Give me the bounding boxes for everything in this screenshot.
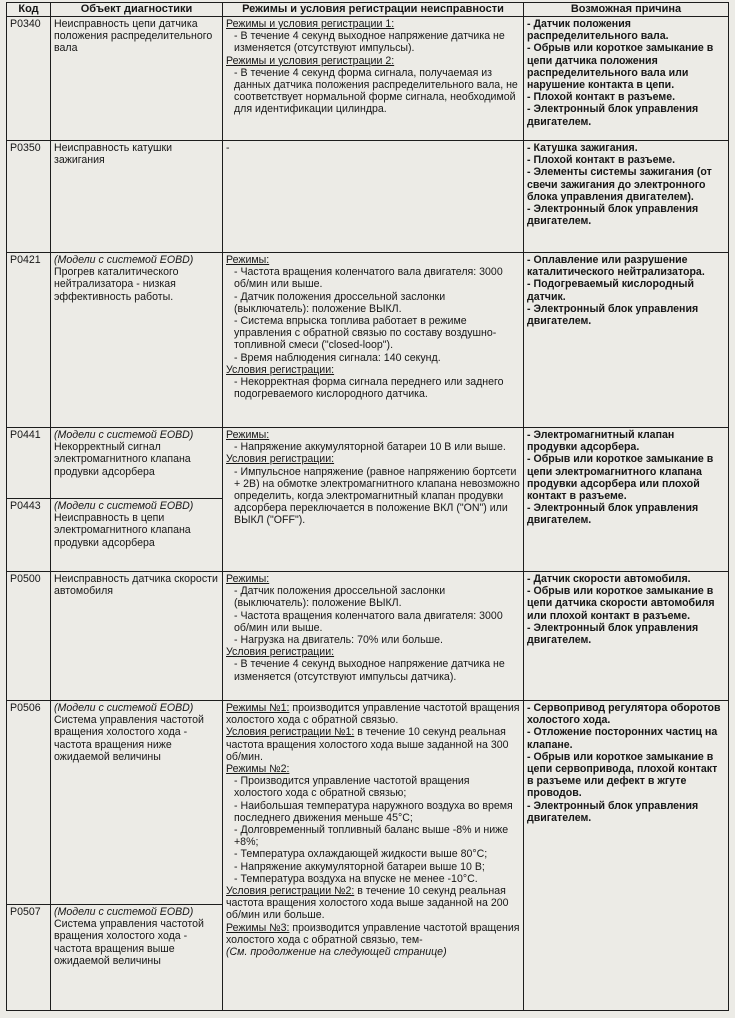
- header-cause: Возможная причина: [524, 3, 729, 17]
- cause-cell: [524, 701, 729, 1011]
- condition-text: - Производится управление частотой вращения холостого хода с обратной связью;: [234, 775, 470, 800]
- conditions-cell: [223, 141, 524, 253]
- condition-text: производится управление частотой вращения холостого хода с обратной связью.: [226, 702, 520, 727]
- table-header-row: [7, 3, 729, 17]
- condition-heading: [226, 702, 520, 726]
- table-row: [7, 572, 729, 701]
- condition-heading: [226, 429, 520, 441]
- diagnostic-object: [51, 701, 223, 905]
- object-text: Неисправность в цепи электромагнитного клапана продувки адсорбера: [54, 512, 191, 549]
- condition-item: [226, 441, 520, 453]
- condition-item: [226, 266, 520, 290]
- condition-text: - В течение 4 секунд выходное напряжение датчика не изменяется (отсутствуют импульсы).: [234, 30, 505, 55]
- condition-item: [226, 610, 520, 634]
- condition-text: - Температура охлаждающей жидкости выше 80°С;: [234, 848, 488, 861]
- condition-text: - Импульсное напряжение (равное напряжению бортсети + 2В) на обмотке электромагнитного клапана невозможно определить, когда электромагнитный клапан продувки адсорбера переключается в положение ВКЛ ("ON") или ВЫКЛ ("OFF").: [234, 465, 520, 527]
- cause-item: - Электромагнитный клапан продувки адсорбера.: [527, 429, 675, 454]
- condition-text: - Напряжение аккумуляторной батареи выше 10 В;: [234, 860, 485, 873]
- object-italic-text: (Модели с системой EOBD): [54, 254, 194, 266]
- condition-text: в течение 10 секунд реальная частота вращения холостого хода выше заданной на 200 об/мин или больше.: [226, 885, 509, 922]
- conditions-cell: [223, 572, 524, 701]
- condition-item: [226, 634, 520, 646]
- condition-item: [226, 30, 520, 54]
- condition-heading-text: Режимы:: [226, 573, 270, 585]
- table-row: [7, 701, 729, 905]
- table-row: [7, 428, 729, 499]
- condition-text: - Температура воздуха на впуске не менее -10°С.: [234, 872, 478, 885]
- cause-item: - Подогреваемый кислородный датчик.: [527, 278, 694, 303]
- condition-heading-text: Режимы:: [226, 254, 270, 266]
- diagnostic-object: [51, 141, 223, 253]
- object-italic-text: (Модели с системой EOBD): [54, 702, 194, 714]
- condition-heading: [226, 763, 520, 775]
- condition-heading: [226, 364, 520, 376]
- cause-item: - Электронный блок управления двигателем.: [527, 621, 699, 647]
- condition-item: [226, 315, 520, 352]
- condition-heading-text: Условия регистрации №2:: [226, 885, 355, 898]
- condition-heading: [226, 573, 520, 585]
- condition-text: - Система впрыска топлива работает в режиме управления с обратной связью по составу воздушно-топливной смеси ("closed-loop").: [234, 315, 497, 352]
- condition-heading: [226, 55, 520, 67]
- condition-item: [226, 824, 520, 848]
- diagnostic-object: [51, 428, 223, 499]
- condition-heading-text: Условия регистрации:: [226, 646, 335, 659]
- table-row: [7, 141, 729, 253]
- condition-text: производится управление частотой вращения холостого хода с обратной связью, тем-: [226, 921, 520, 946]
- object-text: Прогрев каталитического нейтрализатора - низкая эффективность работы.: [54, 266, 179, 303]
- condition-text: - Долговременный топливный баланс выше -8% и ниже +8%;: [234, 824, 509, 849]
- condition-item: [226, 873, 520, 885]
- cause-item: - Электронный блок управления двигателем.: [527, 799, 699, 824]
- cause-item: - Плохой контакт в разъеме.: [527, 91, 676, 104]
- cause-item: - Катушка зажигания.: [527, 142, 638, 154]
- cause-cell: [524, 141, 729, 253]
- dtc-table: [6, 2, 729, 1011]
- diagnostic-object: [51, 572, 223, 701]
- cause-cell: [524, 253, 729, 428]
- dtc-code: P0340: [7, 17, 51, 141]
- cause-item: - Датчик положения распределительного вала.: [527, 18, 669, 43]
- condition-item: [226, 861, 520, 873]
- condition-heading-text: Режимы №1:: [226, 702, 290, 714]
- condition-item: [226, 585, 520, 609]
- condition-text: - Наибольшая температура наружного воздуха во время последнего движения меньше 45°С;: [234, 799, 513, 824]
- condition-item: [226, 946, 520, 958]
- condition-heading-text: Режимы и условия регистрации 2:: [226, 54, 395, 67]
- object-italic-text: (Модели с системой EOBD): [54, 500, 194, 512]
- condition-text: - Напряжение аккумуляторной батареи 10 В или выше.: [234, 441, 506, 454]
- condition-heading: [226, 453, 520, 465]
- diagnostic-object: [51, 499, 223, 572]
- condition-heading: [226, 646, 520, 658]
- condition-heading-text: Режимы №3:: [226, 921, 290, 934]
- cause-item: - Электронный блок управления двигателем.: [527, 203, 699, 228]
- condition-text: - Частота вращения коленчатого вала двигателя: 3000 об/мин или выше.: [234, 609, 503, 634]
- condition-text: в течение 10 секунд реальная частота вращения холостого хода выше заданной на 300 об/мин.: [226, 726, 509, 763]
- condition-heading-text: Условия регистрации:: [226, 363, 335, 376]
- dtc-code: P0350: [7, 141, 51, 253]
- cause-item: - Оплавление или разрушение каталитического нейтрализатора.: [527, 254, 705, 279]
- condition-heading: [226, 922, 520, 946]
- condition-item: [226, 848, 520, 860]
- dtc-code: P0441: [7, 428, 51, 499]
- cause-item: - Обрыв или короткое замыкание в цепи датчика скорости автомобиля или плохой контакт в разъеме.: [527, 585, 715, 622]
- cause-item: - Обрыв или короткое замыкание в цепи электромагнитного клапана продувки адсорбера или плохой контакт в разъеме.: [527, 453, 714, 503]
- condition-text: -: [226, 142, 230, 154]
- dtc-code: P0507: [7, 905, 51, 1011]
- condition-item: [226, 658, 520, 682]
- header-conditions: Режимы и условия регистрации неисправности: [223, 3, 524, 17]
- header-object: Объект диагностики: [51, 3, 223, 17]
- cause-item: - Элементы системы зажигания (от свечи зажигания до электронного блока управления двигателем).: [527, 166, 712, 203]
- cause-item: - Датчик скорости автомобиля.: [527, 573, 691, 585]
- object-text: Неисправность катушки зажигания: [54, 142, 173, 167]
- dtc-code: P0506: [7, 701, 51, 905]
- condition-heading-text: Условия регистрации:: [226, 453, 335, 466]
- condition-heading-text: Режимы №2:: [226, 763, 290, 776]
- condition-item: [226, 67, 520, 116]
- condition-text: - Датчик положения дроссельной заслонки (выключатель): положение ВЫКЛ.: [234, 290, 446, 315]
- condition-item: [226, 142, 520, 154]
- object-italic-text: (Модели с системой EOBD): [54, 429, 194, 441]
- condition-heading: [226, 885, 520, 922]
- condition-heading: [226, 18, 520, 30]
- dtc-code: P0421: [7, 253, 51, 428]
- conditions-cell: [223, 17, 524, 141]
- condition-item: [226, 466, 520, 527]
- object-text: Система управления частотой вращения холостого хода - частота вращения выше ожидаемой величины: [54, 918, 204, 967]
- cause-item: - Электронный блок управления двигателем.: [527, 103, 699, 128]
- condition-text: (См. продолжение на следующей странице): [226, 946, 447, 959]
- diagnostic-object: [51, 253, 223, 428]
- condition-heading: [226, 726, 520, 763]
- condition-heading: [226, 254, 520, 266]
- condition-item: [226, 376, 520, 400]
- condition-text: - В течение 4 секунд форма сигнала, получаемая из данных датчика положения распределительного вала, не соответствует нормальной форме сигнала, необходимой для идентификации цилиндра.: [234, 66, 518, 116]
- condition-text: - Нагрузка на двигатель: 70% или больше.: [234, 634, 443, 647]
- condition-text: - Датчик положения дроссельной заслонки (выключатель): положение ВЫКЛ.: [234, 585, 446, 610]
- header-code: Код: [7, 3, 51, 17]
- condition-text: - Время наблюдения сигнала: 140 секунд.: [234, 351, 441, 364]
- table-row: [7, 17, 729, 141]
- cause-cell: [524, 428, 729, 572]
- condition-heading-text: Режимы и условия регистрации 1:: [226, 18, 395, 30]
- cause-item: - Обрыв или короткое замыкание в цепи сервопривода, плохой контакт в разъеме или дефект в жгуте проводов.: [527, 750, 718, 800]
- condition-text: - В течение 4 секунд выходное напряжение датчика не изменяется (отсутствуют импульсы датчика).: [234, 658, 505, 683]
- diagnostic-object: [51, 17, 223, 141]
- conditions-cell: [223, 253, 524, 428]
- cause-item: - Электронный блок управления двигателем.: [527, 502, 699, 527]
- conditions-cell: [223, 428, 524, 572]
- condition-item: [226, 800, 520, 824]
- diagnostic-object: [51, 905, 223, 1011]
- cause-cell: [524, 17, 729, 141]
- condition-text: - Некорректная форма сигнала переднего или заднего подогреваемого кислородного датчика.: [234, 376, 504, 401]
- dtc-code: P0443: [7, 499, 51, 572]
- cause-cell: [524, 572, 729, 701]
- condition-heading-text: Условия регистрации №1:: [226, 726, 355, 739]
- object-text: Некорректный сигнал электромагнитного клапана продувки адсорбера: [54, 441, 191, 478]
- dtc-code: P0500: [7, 572, 51, 701]
- condition-heading-text: Режимы:: [226, 429, 270, 441]
- conditions-cell: [223, 701, 524, 1011]
- cause-item: - Отложение посторонних частиц на клапане.: [527, 726, 718, 751]
- condition-text: - Частота вращения коленчатого вала двигателя: 3000 об/мин или выше.: [234, 266, 503, 291]
- object-italic-text: (Модели с системой EOBD): [54, 906, 194, 918]
- condition-item: [226, 352, 520, 364]
- object-text: Система управления частотой вращения холостого хода - частота вращения ниже ожидаемой величины: [54, 714, 204, 763]
- condition-item: [226, 775, 520, 799]
- table-row: [7, 253, 729, 428]
- condition-item: [226, 291, 520, 315]
- cause-item: - Сервопривод регулятора оборотов холостого хода.: [527, 702, 721, 727]
- object-text: Неисправность цепи датчика положения распределительного вала: [54, 18, 213, 55]
- cause-item: - Плохой контакт в разъеме.: [527, 154, 676, 167]
- cause-item: - Обрыв или короткое замыкание в цепи датчика положения распределительного вала или нарушение контакта в цепи.: [527, 42, 714, 92]
- object-text: Неисправность датчика скорости автомобиля: [54, 573, 218, 598]
- cause-item: - Электронный блок управления двигателем.: [527, 302, 699, 328]
